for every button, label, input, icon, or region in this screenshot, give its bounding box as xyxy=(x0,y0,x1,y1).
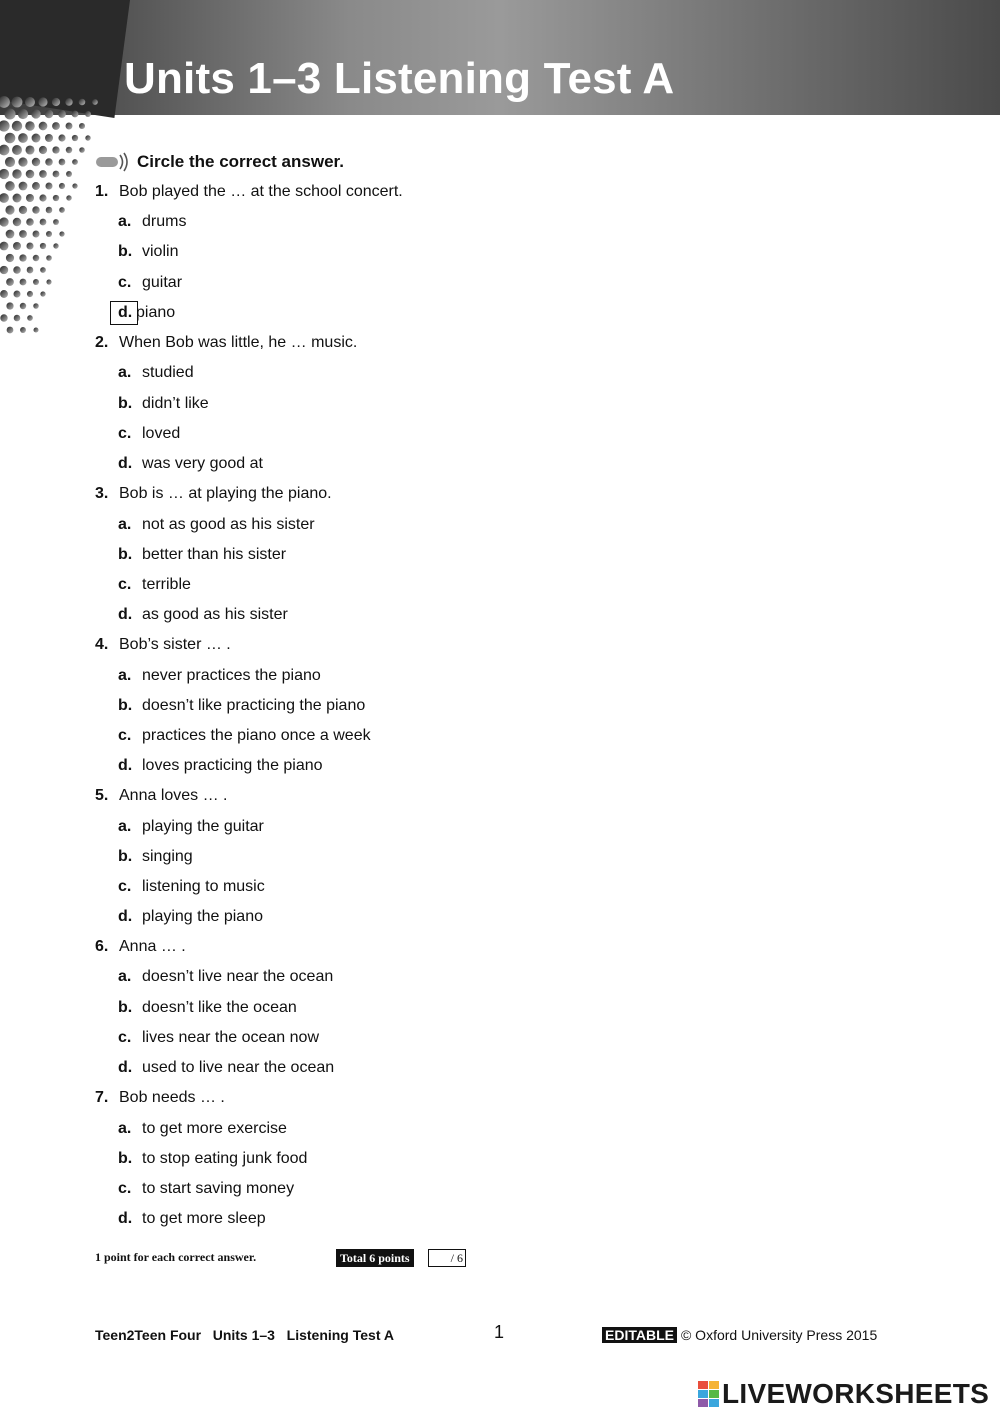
halftone-dot xyxy=(6,302,13,309)
question-text: Bob needs … . xyxy=(119,1089,225,1106)
halftone-dot xyxy=(53,171,60,178)
halftone-dot xyxy=(0,120,10,131)
halftone-dot xyxy=(26,218,34,226)
option-1c[interactable] xyxy=(118,273,182,293)
halftone-dot xyxy=(40,291,45,296)
option-7b[interactable] xyxy=(118,1149,307,1169)
question-6 xyxy=(95,937,186,957)
halftone-dot xyxy=(39,146,47,154)
page-number: 1 xyxy=(494,1322,505,1342)
option-letter: a. xyxy=(118,213,132,230)
option-text: loves practicing the piano xyxy=(142,757,323,774)
option-1d-selected[interactable] xyxy=(118,303,175,323)
option-text: not as good as his sister xyxy=(142,516,315,533)
halftone-dot xyxy=(32,134,41,143)
halftone-dot xyxy=(59,183,65,189)
total-points-label: Total 6 points xyxy=(336,1249,414,1267)
option-text: lives near the ocean now xyxy=(142,1029,319,1046)
page-title: Units 1–3 Listening Test A xyxy=(124,54,675,103)
halftone-dot xyxy=(13,218,21,226)
halftone-dot xyxy=(19,182,28,191)
option-text: to stop eating junk food xyxy=(142,1150,308,1167)
option-7d[interactable] xyxy=(118,1209,266,1229)
option-letter: b. xyxy=(118,848,133,865)
halftone-dot xyxy=(26,194,34,202)
option-1b[interactable] xyxy=(118,242,178,262)
selected-option-letter: d. xyxy=(112,303,136,323)
option-text: guitar xyxy=(142,274,183,291)
halftone-dot xyxy=(14,315,21,322)
halftone-dot xyxy=(33,231,40,238)
copyright-text: © Oxford University Press 2015 xyxy=(680,1327,878,1343)
question-7 xyxy=(95,1088,225,1108)
halftone-dot xyxy=(72,111,79,118)
halftone-dot xyxy=(46,255,52,261)
halftone-dot xyxy=(33,279,39,285)
option-text: to get more exercise xyxy=(142,1120,287,1137)
halftone-dot xyxy=(58,110,66,118)
halftone-dot xyxy=(26,242,33,249)
halftone-dot xyxy=(0,266,8,274)
option-letter: d. xyxy=(118,1210,133,1227)
halftone-dot xyxy=(40,267,46,273)
halftone-dot xyxy=(59,159,66,166)
halftone-dot xyxy=(58,134,65,141)
option-text: better than his sister xyxy=(142,546,287,563)
halftone-dot xyxy=(72,135,78,141)
option-letter: a. xyxy=(118,968,132,985)
option-letter: c. xyxy=(118,1180,132,1197)
option-text: studied xyxy=(142,364,194,381)
option-letter: b. xyxy=(118,546,133,563)
option-text: to get more sleep xyxy=(142,1210,266,1227)
option-6a[interactable] xyxy=(118,967,333,987)
option-letter: d. xyxy=(118,455,133,472)
halftone-dot xyxy=(6,278,14,286)
option-3b[interactable] xyxy=(118,545,286,565)
halftone-dot xyxy=(27,267,34,274)
question-5 xyxy=(95,786,228,806)
option-letter: d. xyxy=(118,1059,133,1076)
halftone-dot xyxy=(5,157,15,167)
option-6d[interactable] xyxy=(118,1058,334,1078)
halftone-dot xyxy=(25,97,35,107)
halftone-dot xyxy=(45,182,52,189)
halftone-dot xyxy=(0,217,9,226)
halftone-dot xyxy=(45,158,53,166)
halftone-dot xyxy=(6,230,15,239)
option-letter: b. xyxy=(118,1150,133,1167)
halftone-dot xyxy=(0,169,9,179)
option-text: singing xyxy=(142,848,193,865)
option-text: terrible xyxy=(142,576,191,593)
option-text: used to live near the ocean xyxy=(142,1059,335,1076)
option-letter: a. xyxy=(118,516,132,533)
halftone-dot xyxy=(12,145,22,155)
halftone-dot xyxy=(0,145,9,156)
option-4d[interactable] xyxy=(118,756,323,776)
halftone-dot xyxy=(0,242,8,251)
halftone-dot xyxy=(20,303,26,309)
option-text: never practices the piano xyxy=(142,667,321,684)
halftone-dot xyxy=(53,195,59,201)
option-text: as good as his sister xyxy=(142,606,288,623)
question-2 xyxy=(95,333,357,353)
halftone-dot xyxy=(66,195,71,200)
option-text: violin xyxy=(142,243,179,260)
option-5d[interactable] xyxy=(118,907,263,927)
halftone-dot xyxy=(18,109,28,119)
halftone-dot xyxy=(52,146,59,153)
halftone-dot xyxy=(25,121,35,131)
halftone-dot xyxy=(19,254,26,261)
option-4b[interactable] xyxy=(118,696,365,716)
question-text: Bob’s sister … . xyxy=(119,636,231,653)
instruction-text: Circle the correct answer. xyxy=(137,152,344,171)
halftone-dot xyxy=(20,327,26,333)
halftone-dot xyxy=(13,266,21,274)
halftone-dot xyxy=(13,242,21,250)
halftone-dot xyxy=(26,170,35,179)
option-7c[interactable] xyxy=(118,1179,294,1199)
option-text: drums xyxy=(142,213,187,230)
question-number: 6. xyxy=(95,938,109,955)
points-note: 1 point for each correct answer. xyxy=(95,1250,257,1264)
liveworksheets-text: LIVEWORKSHEETS xyxy=(722,1378,990,1409)
halftone-dot xyxy=(33,303,39,309)
question-text: Anna loves … . xyxy=(119,787,228,804)
halftone-dot xyxy=(53,243,58,248)
halftone-dot xyxy=(40,219,47,226)
halftone-dot xyxy=(46,207,53,214)
halftone-dot xyxy=(27,315,33,321)
option-text: practices the piano once a week xyxy=(142,727,371,744)
option-letter: b. xyxy=(118,243,133,260)
halftone-dot xyxy=(19,206,27,214)
halftone-dot xyxy=(39,170,47,178)
halftone-dot xyxy=(79,123,85,129)
page-header xyxy=(0,0,1000,118)
option-text: doesn’t live near the ocean xyxy=(142,968,334,985)
halftone-dots-decoration xyxy=(0,96,100,346)
option-6c[interactable] xyxy=(118,1028,319,1048)
halftone-dot xyxy=(38,97,47,106)
question-text: When Bob was little, he … music. xyxy=(119,334,358,351)
instruction xyxy=(95,150,344,174)
option-2d[interactable] xyxy=(118,454,263,474)
option-text: piano xyxy=(136,304,176,321)
halftone-dot xyxy=(5,205,14,214)
halftone-dot xyxy=(5,181,15,191)
halftone-dot xyxy=(13,194,22,203)
option-text: to start saving money xyxy=(142,1180,295,1197)
option-letter: d. xyxy=(118,606,133,623)
question-text: Bob played the … at the school concert. xyxy=(119,183,403,200)
option-letter: c. xyxy=(118,1029,132,1046)
option-letter: c. xyxy=(118,425,132,442)
halftone-dot xyxy=(72,183,77,188)
question-number: 3. xyxy=(95,485,109,502)
question-number: 1. xyxy=(95,183,109,200)
option-text: playing the guitar xyxy=(142,818,264,835)
halftone-dot xyxy=(46,231,52,237)
option-7a[interactable] xyxy=(118,1119,287,1139)
halftone-dot xyxy=(32,206,39,213)
option-text: listening to music xyxy=(142,878,265,895)
halftone-dot xyxy=(85,111,91,117)
halftone-dot xyxy=(18,133,28,143)
option-6b[interactable] xyxy=(118,998,297,1018)
halftone-dot xyxy=(7,327,14,334)
halftone-dot xyxy=(52,122,60,130)
halftone-dot xyxy=(0,314,7,321)
option-letter: c. xyxy=(118,878,132,895)
liveworksheets-icon xyxy=(698,1381,720,1407)
halftone-dot xyxy=(46,279,51,284)
halftone-dot xyxy=(39,194,46,201)
option-2a[interactable] xyxy=(118,363,194,383)
option-2c[interactable] xyxy=(118,424,180,444)
question-4 xyxy=(95,635,231,655)
halftone-dot xyxy=(20,279,27,286)
liveworksheets-logo[interactable] xyxy=(698,1378,989,1410)
option-text: didn’t like xyxy=(142,395,209,412)
question-text: Bob is … at playing the piano. xyxy=(119,485,332,502)
halftone-dot xyxy=(19,230,27,238)
halftone-dot xyxy=(27,291,33,297)
option-letter: b. xyxy=(118,999,133,1016)
option-letter: a. xyxy=(118,1120,132,1137)
question-number: 4. xyxy=(95,636,109,653)
option-letter: b. xyxy=(118,395,133,412)
option-letter: d. xyxy=(118,757,133,774)
option-letter: a. xyxy=(118,667,132,684)
halftone-dot xyxy=(25,145,34,154)
option-5c[interactable] xyxy=(118,877,265,897)
option-2b[interactable] xyxy=(118,394,209,414)
halftone-dot xyxy=(33,327,38,332)
halftone-dot xyxy=(45,110,53,118)
audio-icon xyxy=(95,151,131,173)
score-box: / 6 xyxy=(428,1249,466,1267)
halftone-dot xyxy=(65,98,72,105)
option-5b[interactable] xyxy=(118,847,193,867)
option-5a[interactable] xyxy=(118,817,264,837)
question-text: Anna … . xyxy=(119,938,186,955)
option-letter: d. xyxy=(118,908,133,925)
halftone-dot xyxy=(66,171,72,177)
editable-badge: EDITABLE xyxy=(602,1327,677,1343)
option-text: doesn’t like practicing the piano xyxy=(142,697,366,714)
option-letter: a. xyxy=(118,364,132,381)
footer-copyright xyxy=(602,1327,877,1343)
question-1 xyxy=(95,182,403,202)
halftone-dot xyxy=(59,231,64,236)
option-letter: b. xyxy=(118,697,133,714)
option-letter: c. xyxy=(118,274,132,291)
halftone-dot xyxy=(12,97,23,108)
option-text: loved xyxy=(142,425,181,442)
option-4a[interactable] xyxy=(118,666,321,686)
option-3c[interactable] xyxy=(118,575,191,595)
option-text: was very good at xyxy=(142,455,263,472)
footer-course-info: Teen2Teen Four Units 1–3 Listening Test A xyxy=(95,1327,394,1343)
halftone-dot xyxy=(0,96,10,108)
halftone-dot xyxy=(12,121,22,131)
halftone-dot xyxy=(45,134,53,142)
halftone-dot xyxy=(85,135,90,140)
halftone-dot xyxy=(31,109,40,118)
option-4c[interactable] xyxy=(118,726,371,746)
option-text: doesn’t like the ocean xyxy=(142,999,297,1016)
halftone-dot xyxy=(32,158,40,166)
question-number: 5. xyxy=(95,787,109,804)
question-number: 2. xyxy=(95,334,109,351)
halftone-dot xyxy=(92,99,98,105)
option-text: playing the piano xyxy=(142,908,263,925)
halftone-dot xyxy=(40,243,46,249)
question-3 xyxy=(95,484,332,504)
halftone-dot xyxy=(4,108,15,119)
halftone-dot xyxy=(33,255,39,261)
option-1a[interactable] xyxy=(118,212,186,232)
option-letter: c. xyxy=(118,576,132,593)
halftone-dot xyxy=(66,147,72,153)
halftone-dot xyxy=(52,98,60,106)
halftone-dot xyxy=(13,290,20,297)
option-3a[interactable] xyxy=(118,515,315,535)
option-letter: c. xyxy=(118,727,132,744)
halftone-dot xyxy=(79,99,86,106)
halftone-dot xyxy=(66,123,73,130)
halftone-dot xyxy=(0,290,8,298)
halftone-dot xyxy=(32,182,40,190)
halftone-dot xyxy=(5,133,16,144)
halftone-dot xyxy=(53,219,59,225)
halftone-dot xyxy=(39,122,48,131)
halftone-dot xyxy=(12,169,21,178)
halftone-dot xyxy=(59,207,65,213)
halftone-dot xyxy=(72,159,78,165)
halftone-dot xyxy=(79,147,85,153)
halftone-dot xyxy=(6,254,14,262)
halftone-dot xyxy=(0,193,9,203)
option-letter: a. xyxy=(118,818,132,835)
question-number: 7. xyxy=(95,1089,109,1106)
halftone-dot xyxy=(18,157,27,166)
option-3d[interactable] xyxy=(118,605,288,625)
